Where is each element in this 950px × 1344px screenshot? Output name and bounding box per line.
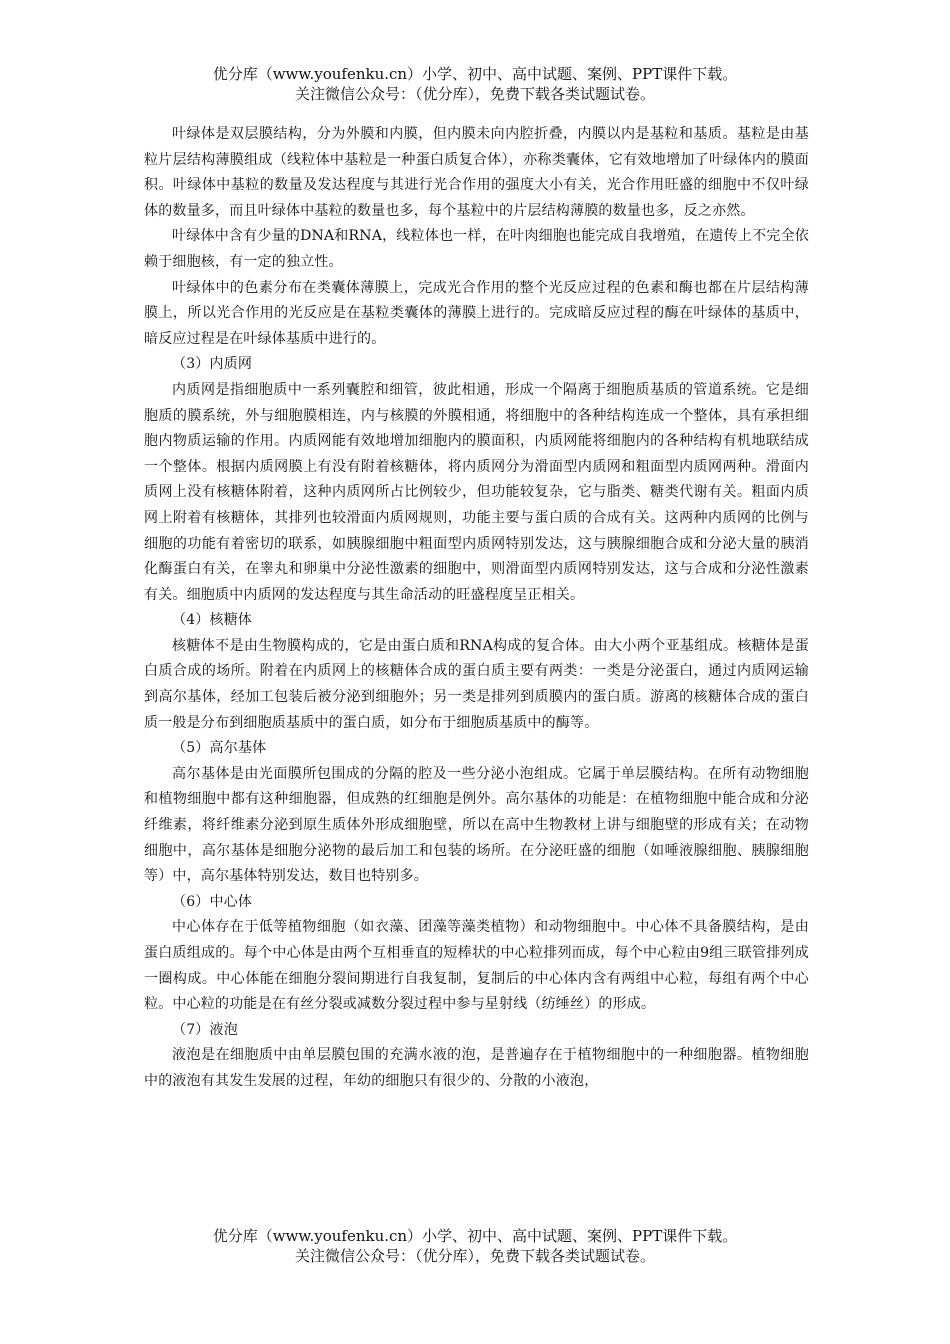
heading-centrosome: （6）中心体: [172, 893, 253, 910]
paragraph-endoplasmic-reticulum: 内质网是指细胞质中一系列囊腔和细管，彼此相通，形成一个隔离于细胞质基质的管道系统。它是细胞质的膜系统，外与细胞膜相连，内与核膜的外膜相通，将细胞中的各种结构连成一个整体，具有承担细胞内物质运输的作用。内质网能有效地增加细胞内的膜面积，内质网能将细胞内的各种结构有机地联结成一个整体。根据内质网膜上有没有附着核糖体，将内质网分为滑面型内质网和粗面型内质网两种。滑面内质网上没有核糖体附着，这种内质网所占比例较少，但功能较复杂，它与脂类、糖类代谢有关。粗面内质网上附着有核糖体，其排列也较滑面内质网规则，功能主要与蛋白质的合成有关。这两种内质网的比例与细胞的功能有着密切的联系，如胰腺细胞中粗面型内质网特别发达，这与胰腺细胞合成和分泌大量的胰消化酶蛋白有关，在睾丸和卵巢中分泌性激素的细胞中，则滑面型内质网特别发达，这与合成和分泌性激素有关。细胞质中内质网的发达程度与其生命活动的旺盛程度呈正相关。: [144, 381, 809, 603]
footer-line-1: 优分库（www.youfenku.cn）小学、初中、高中试题、案例、PPT课件下载。: [212, 1227, 738, 1245]
paragraph-chloroplast-structure: 叶绿体是双层膜结构，分为外膜和内膜，但内膜未向内腔折叠，内膜以内是基粒和基质。基粒是由基粒片层结构薄膜组成（线粒体中基粒是一种蛋白质复合体），亦称类囊体，它有效地增加了叶绿体内的膜面积。叶绿体中基粒的数量及发达程度与其进行光合作用的强度大小有关，光合作用旺盛的细胞中不仅叶绿体的数量多，而且叶绿体中基粒的数量也多，每个基粒中的片层结构薄膜的数量也多，反之亦然。: [144, 126, 809, 219]
header-line-2: 关注微信公众号：（优分库），免费下载各类试题试卷。: [294, 85, 655, 103]
page-header: [0, 64, 950, 104]
paragraph-vacuole: 液泡是在细胞质中由单层膜包围的充满水液的泡，是普遍存在于植物细胞中的一种细胞器。植物细胞中的液泡有其发生发展的过程，年幼的细胞只有很少的、分散的小液泡，: [144, 1047, 809, 1089]
document-body: [144, 122, 809, 1095]
footer-line-2: 关注微信公众号：（优分库），免费下载各类试题试卷。: [294, 1247, 655, 1265]
paragraph-centrosome: 中心体存在于低等植物细胞（如衣藻、团藻等藻类植物）和动物细胞中。中心体不具备膜结构，是由蛋白质组成的。每个中心体是由两个互相垂直的短棒状的中心粒排列而成，每个中心粒由9组三联管排列成一圈构成。中心体能在细胞分裂间期进行自我复制，复制后的中心体内含有两组中心粒，每组有两个中心粒。中心粒的功能是在有丝分裂或减数分裂过程中参与星射线（纺缍丝）的形成。: [144, 919, 809, 1013]
paragraph-golgi: 高尔基体是由光面膜所包围成的分隔的腔及一些分泌小泡组成。它属于单层膜结构。在所有动物细胞和植物细胞中都有这种细胞器，但成熟的红细胞是例外。高尔基体的功能是：在植物细胞中能合成和分泌纤维素，将纤维素分泌到原生质体外形成细胞壁，所以在高中生物教材上讲与细胞壁的形成有关；在动物细胞中，高尔基体是细胞分泌物的最后加工和包装的场所。在分泌旺盛的细胞（如唾液腺细胞、胰腺细胞等）中，高尔基体特别发达，数目也特别多。: [144, 765, 809, 885]
page-footer: [0, 1226, 950, 1266]
header-line-1: 优分库（www.youfenku.cn）小学、初中、高中试题、案例、PPT课件下载。: [212, 65, 738, 83]
heading-golgi: （5）高尔基体: [172, 740, 267, 757]
heading-vacuole: （7）液泡: [172, 1021, 238, 1038]
paragraph-chloroplast-pigments: 叶绿体中的色素分布在类囊体薄膜上，完成光合作用的整个光反应过程的色素和酶也都在片层结构薄膜上，所以光合作用的光反应是在基粒类囊体的薄膜上进行的。完成暗反应过程的酶在叶绿体的基质中，暗反应过程是在叶绿体基质中进行的。: [144, 279, 809, 347]
paragraph-ribosome: 核糖体不是由生物膜构成的，它是由蛋白质和RNA构成的复合体。由大小两个亚基组成。核糖体是蛋白质合成的场所。附着在内质网上的核糖体合成的蛋白质主要有两类：一类是分泌蛋白，通过内质网运输到高尔基体，经加工包装后被分泌到细胞外；另一类是排列到质膜内的蛋白质。游离的核糖体合成的蛋白质一般是分布到细胞质基质中的蛋白质，如分布于细胞质基质中的酶等。: [144, 637, 809, 731]
heading-ribosome: （4）核糖体: [172, 612, 253, 629]
paragraph-chloroplast-dna: 叶绿体中含有少量的DNA和RNA，线粒体也一样，在叶肉细胞也能完成自我增殖，在遗传上不完全依赖于细胞核，有一定的独立性。: [144, 228, 809, 270]
heading-endoplasmic-reticulum: （3）内质网: [172, 356, 253, 373]
